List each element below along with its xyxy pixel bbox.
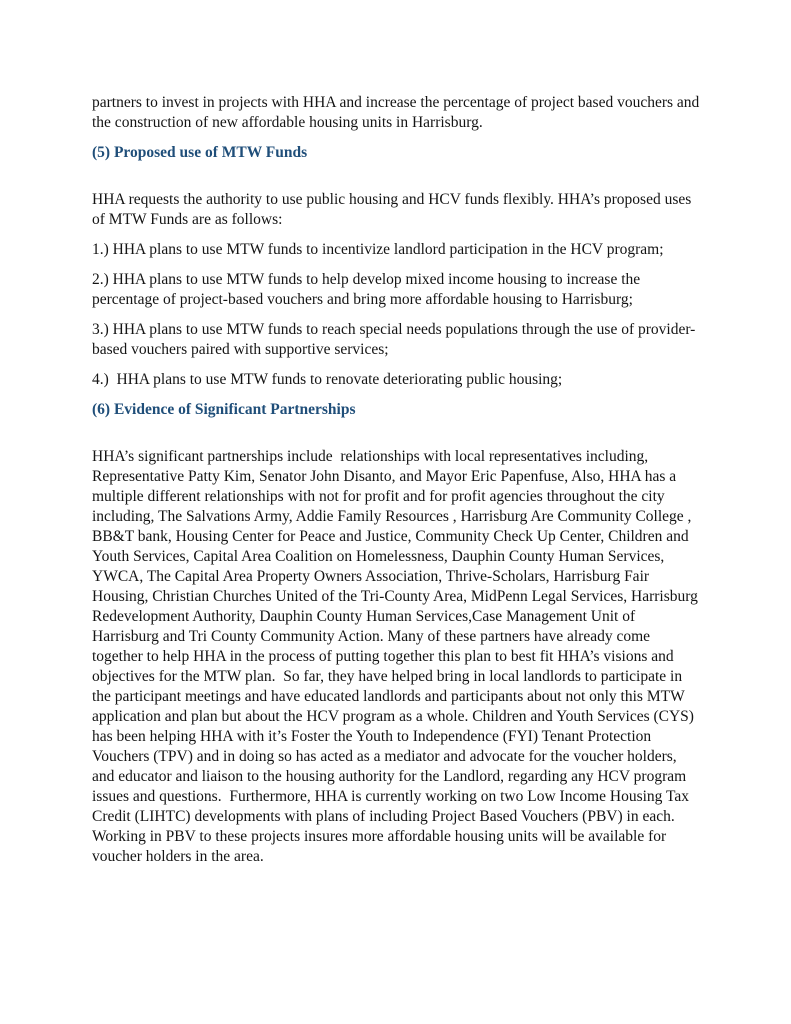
list-item-4: 4.) HHA plans to use MTW funds to renovate deteriorating public housing; <box>92 371 563 388</box>
list-item-3: 3.) HHA plans to use MTW funds to reach special needs populations through the use of provider-based vouchers paired with supportive services; <box>92 321 696 358</box>
section-6-heading: (6) Evidence of Significant Partnerships <box>92 401 356 418</box>
paragraph-mtw-funds-lead: HHA requests the authority to use public housing and HCV funds flexibly. HHA’s proposed uses of MTW Funds are as follows: <box>92 191 696 228</box>
list-item-1: 1.) HHA plans to use MTW funds to incentivize landlord participation in the HCV program; <box>92 241 664 258</box>
section-5-heading: (5) Proposed use of MTW Funds <box>92 144 308 161</box>
paragraph-partnerships: HHA’s significant partnerships include relationships with local representatives including, Representative Patty Kim, Senator John Disanto, and Mayor Eric Papenfuse, Also, HHA has a multiple different relationships with not for profit and for profit agencies throughout the city including, The Salvations Army, Addie Family Resources , Harrisburg Are Community College , BB&T bank, Housing Center for Peace and Justice, Community Check Up Center, Children and Youth Services, Capital Area Coalition on Homelessness, Dauphin County Human Services, YWCA, The Capital Area Property Owners Association, Thrive-Scholars, Harrisburg Fair Housing, Christian Churches United of the Tri-County Area, MidPenn Legal Services, Harrisburg Redevelopment Authority, Dauphin County Human Services,Case Management Unit of Harrisburg and Tri County Community Action. Many of these partners have already come together to help HHA in the process of putting together this plan to best fit HHA’s visions and objectives for the MTW plan. So far, they have helped bring in local landlords to participate in the participant meetings and have educated landlords and participants about not only this MTW application and plan but about the HCV program as a whole. Children and Youth Services (CYS) has been helping HHA with it’s Foster the Youth to Independence (FYI) Tenant Protection Vouchers (TPV) and in doing so has acted as a mediator and advocate for the voucher holders, and educator and liaison to the housing authority for the Landlord, regarding any HCV program issues and questions. Furthermore, HHA is currently working on two Low Income Housing Tax Credit (LIHTC) developments with plans of including Project Based Vouchers (PBV) in each. Working in PBV to these projects insures more affordable housing units will be available for voucher holders in the area. <box>92 448 702 865</box>
list-item-2: 2.) HHA plans to use MTW funds to help develop mixed income housing to increase the percentage of project-based vouchers and bring more affordable housing to Harrisburg; <box>92 271 645 308</box>
paragraph-intro-continuation: partners to invest in projects with HHA and increase the percentage of project based vouchers and the construction of new affordable housing units in Harrisburg. <box>92 94 704 131</box>
